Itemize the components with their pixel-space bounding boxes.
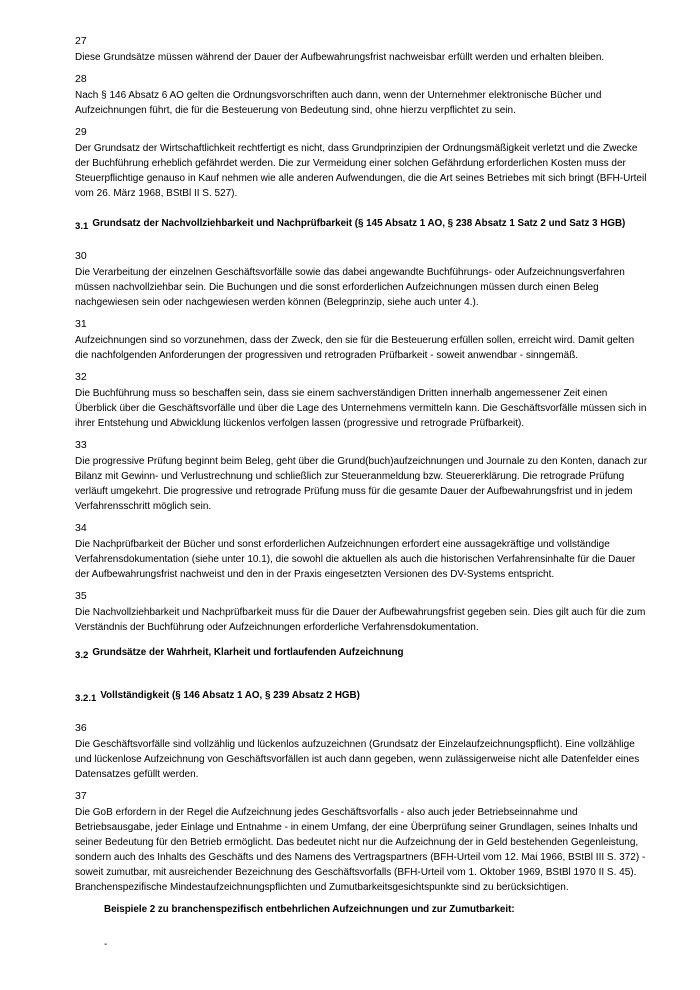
paragraph-number: 31 xyxy=(75,318,87,330)
paragraph-32 xyxy=(75,370,648,431)
paragraph-text: Die Nachprüfbarkeit der Bücher und sonst erforderlichen Aufzeichnungen erfordert eine aussagekräftige und vollständige Verfahrensdokumentation (siehe unter 10.1), die sowohl die aktuellen als auch die historischen Verfahrensinhalte für die Dauer der Aufbewahrungsfrist nachweist und den in der Praxis eingesetzten Versionen des DV-Systems entspricht. xyxy=(75,539,636,580)
paragraph-34 xyxy=(75,521,648,582)
paragraph-31 xyxy=(75,317,648,363)
paragraph-number: 37 xyxy=(75,790,87,802)
paragraph-number: 27 xyxy=(75,35,87,47)
section-number: 3.2.1 xyxy=(75,693,97,704)
paragraph-text: Diese Grundsätze müssen während der Dauer der Aufbewahrungsfrist nachweisbar erfüllt werden und erhalten bleiben. xyxy=(75,52,605,63)
paragraph-27 xyxy=(75,34,648,65)
section-title: Grundsatz der Nachvollziehbarkeit und Nachprüfbarkeit (§ 145 Absatz 1 AO, § 238 Absatz 1 Satz 2 und Satz 3 HGB) xyxy=(92,218,626,229)
paragraph-number: 36 xyxy=(75,722,87,734)
paragraph-number: 35 xyxy=(75,590,87,602)
section-title: Grundsätze der Wahrheit, Klarheit und fortlaufenden Aufzeichnung xyxy=(92,647,404,658)
paragraph-number: 28 xyxy=(75,73,87,85)
section-heading-3-2-1 xyxy=(75,690,648,704)
paragraph-text: Die Buchführung muss so beschaffen sein, dass sie einem sachverständigen Dritten innerhalb angemessener Zeit einen Überblick über die Geschäftsvorfälle und über die Lage des Unternehmens vermitteln kann. Die Geschäftsvorfälle müssen sich in ihrer Entstehung und Abwicklung lückenlos verfolgen lassen (progressive und retrograde Prüfbarkeit). xyxy=(75,388,647,429)
paragraph-number: 33 xyxy=(75,439,87,451)
section-title: Vollständigkeit (§ 146 Absatz 1 AO, § 239 Absatz 2 HGB) xyxy=(100,690,360,701)
paragraph-text: Die Nachvollziehbarkeit und Nachprüfbarkeit muss für die Dauer der Aufbewahrungsfrist gegeben sein. Dies gilt auch für die zum Verständnis der Buchführung oder Aufzeichnungen erforderliche Verfahrensdokumentation. xyxy=(75,607,646,633)
list-bullet: - xyxy=(104,939,108,950)
section-heading-3-2 xyxy=(75,647,648,661)
paragraph-text: Nach § 146 Absatz 6 AO gelten die Ordnungsvorschriften auch dann, wenn der Unternehmer elektronische Bücher und Aufzeichnungen führt, die für die Besteuerung von Bedeutung sind, ohne hierzu verpflichtet zu sein. xyxy=(75,90,602,116)
paragraph-30 xyxy=(75,249,648,310)
paragraph-35 xyxy=(75,589,648,635)
paragraph-number: 34 xyxy=(75,522,87,534)
paragraph-number: 30 xyxy=(75,250,87,262)
paragraph-number: 32 xyxy=(75,371,87,383)
paragraph-number: 29 xyxy=(75,126,87,138)
paragraph-text: Aufzeichnungen sind so vorzunehmen, dass der Zweck, den sie für die Besteuerung erfüllen sollen, erreicht wird. Damit gelten die nachfolgenden Anforderungen der progressiven und retrograden Prüfbarkeit - soweit anwendbar - sinngemäß. xyxy=(75,335,635,361)
paragraph-29 xyxy=(75,125,648,201)
paragraph-37 xyxy=(75,789,648,895)
examples-heading: Beispiele 2 zu branchenspezifisch entbehrlichen Aufzeichnungen und zur Zumutbarkeit: xyxy=(104,904,515,915)
section-number: 3.1 xyxy=(75,221,89,232)
section-number: 3.2 xyxy=(75,650,89,661)
paragraph-text: Die Geschäftsvorfälle sind vollzählig und lückenlos aufzuzeichnen (Grundsatz der Einzelaufzeichnungspflicht). Eine vollzählige und lückenlose Aufzeichnung von Geschäftsvorfällen ist auch dann gegeben, wenn zulässigerweise nicht alle Datenfelder eines Datensatzes gefüllt werden. xyxy=(75,739,640,780)
paragraph-text: Die Verarbeitung der einzelnen Geschäftsvorfälle sowie das dabei angewandte Buchführungs- oder Aufzeichnungsverfahren müssen nachvollziehbar sein. Die Buchungen und die sonst erforderlichen Aufzeichnungen müssen durch einen Beleg nachgewiesen sein oder nachgewiesen werden können (Belegprinzip, siehe auch unter 4.). xyxy=(75,267,625,308)
paragraph-text: Der Grundsatz der Wirtschaftlichkeit rechtfertigt es nicht, dass Grundprinzipien der Ordnungsmäßigkeit verletzt und die Zwecke der Buchführung erheblich gefährdet werden. Die zur Vermeidung einer solchen Gefährdung erforderlichen Kosten muss der Steuerpflichtige genauso in Kauf nehmen wie alle anderen Aufwendungen, die die Art seines Betriebes mit sich bringt (BFH-Urteil vom 26. März 1968, BStBl II S. 527). xyxy=(75,143,647,199)
section-heading-3-1 xyxy=(75,218,648,232)
paragraph-text: Die GoB erfordern in der Regel die Aufzeichnung jedes Geschäftsvorfalls - also auch jeder Betriebseinnahme und Betriebsausgabe, jeder Einlage und Entnahme - in einem Umfang, der eine Überprüfung seiner Grundlagen, seines Inhalts und seiner Bedeutung für den Betrieb ermöglicht. Das bedeutet nicht nur die Aufzeichnung der in Geld bestehenden Gegenleistung, sondern auch des Inhalts des Geschäfts und des Namens des Vertragspartners (BFH-Urteil vom 12. Mai 1966, BStBl III S. 372) - soweit zumutbar, mit ausreichender Bezeichnung des Geschäftsvorfalls (BFH-Urteil vom 1. Oktober 1969, BStBl 1970 II S. 45). Branchenspezifische Mindestaufzeichnungspflichten und Zumutbarkeitsgesichtspunkte sind zu berücksichtigen. xyxy=(75,807,646,893)
paragraph-28 xyxy=(75,72,648,118)
paragraph-36 xyxy=(75,721,648,782)
paragraph-text: Die progressive Prüfung beginnt beim Beleg, geht über die Grund(buch)aufzeichnungen und Journale zu den Konten, danach zur Bilanz mit Gewinn- und Verlustrechnung und schließlich zur Steueranmeldung bzw. Steuererklärung. Die retrograde Prüfung verläuft umgekehrt. Die progressive und retrograde Prüfung muss für die gesamte Dauer der Aufbewahrungsfrist und in jedem Verfahrensschritt möglich sein. xyxy=(75,456,648,512)
paragraph-33 xyxy=(75,438,648,514)
